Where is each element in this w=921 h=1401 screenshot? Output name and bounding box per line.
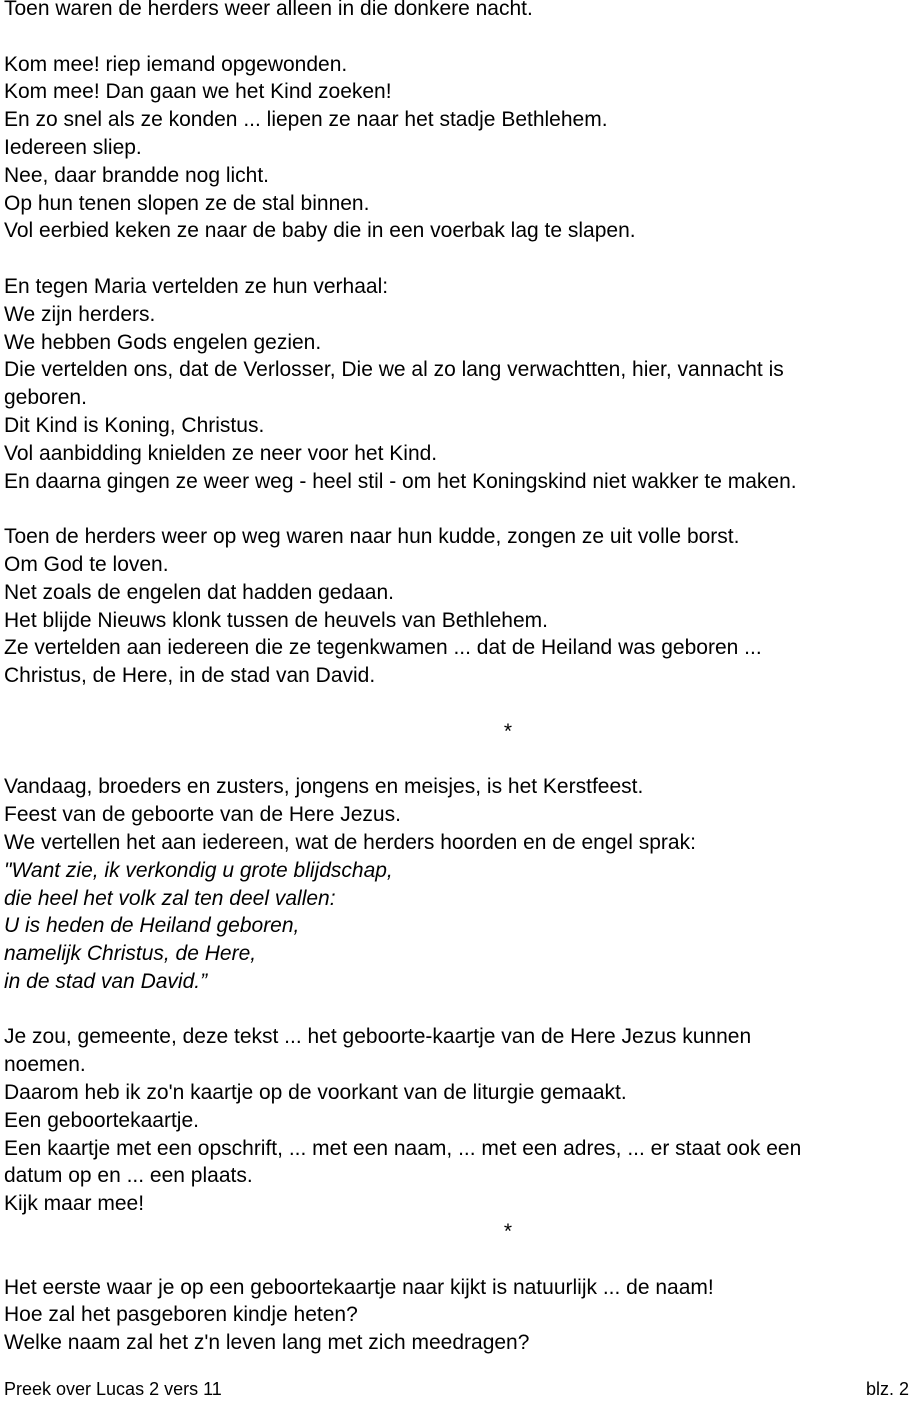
section-separator: *: [503, 719, 513, 743]
bible-quote-line: in de stad van David.”: [4, 969, 208, 993]
paragraph-gap: [4, 690, 919, 718]
section-separator: *: [503, 1220, 513, 1244]
page-number: blz. 2: [865, 1379, 909, 1399]
text-line: Je zou, gemeente, deze tekst ... het geboorte-kaartje van de Here Jezus kunnen: [4, 1025, 752, 1049]
text-line: Ze vertelden aan iedereen die ze tegenkwamen ... dat de Heiland was geboren ...: [4, 636, 762, 660]
text-line: En tegen Maria vertelden ze hun verhaal:: [4, 274, 389, 298]
text-line: Een kaartje met een opschrift, ... met een naam, ... met een adres, ... er staat ook een: [4, 1136, 802, 1160]
bible-quote-line: namelijk Christus, de Here,: [4, 942, 257, 966]
sermon-text: [4, 0, 919, 1357]
text-line: Toen waren de herders weer alleen in die donkere nacht.: [4, 0, 533, 20]
text-line: En zo snel als ze konden ... liepen ze naar het stadje Bethlehem.: [4, 108, 608, 132]
text-line: datum op en ... een plaats.: [4, 1164, 253, 1188]
text-line: Nee, daar brandde nog licht.: [4, 163, 270, 187]
text-line: Vol eerbied keken ze naar de baby die in een voerbak lag te slapen.: [4, 219, 636, 243]
text-line: Dit Kind is Koning, Christus.: [4, 413, 265, 437]
bible-quote-line: "Want zie, ik verkondig u grote blijdschap,: [4, 858, 393, 882]
text-line: Hoe zal het pasgeboren kindje heten?: [4, 1303, 358, 1327]
text-line: Daarom heb ik zo'n kaartje op de voorkant van de liturgie gemaakt.: [4, 1081, 627, 1105]
text-line: Op hun tenen slopen ze de stal binnen.: [4, 191, 370, 215]
text-line: Welke naam zal het z'n leven lang met zich meedragen?: [4, 1331, 530, 1355]
text-line: Kom mee! riep iemand opgewonden.: [4, 52, 348, 76]
text-line: Christus, de Here, in de stad van David.: [4, 664, 376, 688]
page-footer: [4, 1377, 909, 1401]
bible-quote-line: U is heden de Heiland geboren,: [4, 914, 300, 938]
text-line: Net zoals de engelen dat hadden gedaan.: [4, 580, 394, 604]
text-line: We vertellen het aan iedereen, wat de herders hoorden en de engel sprak:: [4, 830, 696, 854]
paragraph-gap: [4, 996, 919, 1024]
text-line: geboren.: [4, 386, 87, 410]
text-line: Iedereen sliep.: [4, 135, 142, 159]
paragraph-gap: [4, 1246, 919, 1274]
text-line: Kom mee! Dan gaan we het Kind zoeken!: [4, 80, 392, 104]
bible-quote-line: die heel het volk zal ten deel vallen:: [4, 886, 336, 910]
paragraph-gap: [4, 245, 919, 273]
text-line: noemen.: [4, 1053, 86, 1077]
text-line: En daarna gingen ze weer weg - heel stil - om het Koningskind niet wakker te maken.: [4, 469, 797, 493]
text-line: We zijn herders.: [4, 302, 156, 326]
text-line: Vandaag, broeders en zusters, jongens en meisjes, is het Kerstfeest.: [4, 775, 644, 799]
text-line: Die vertelden ons, dat de Verlosser, Die we al zo lang verwachtten, hier, vannacht is: [4, 358, 784, 382]
paragraph-gap: [4, 746, 919, 774]
text-line: Feest van de geboorte van de Here Jezus.: [4, 803, 401, 827]
paragraph-gap: [4, 23, 919, 51]
footer-title: Preek over Lucas 2 vers 11: [4, 1379, 222, 1399]
text-line: Vol aanbidding knielden ze neer voor het Kind.: [4, 441, 438, 465]
text-line: Het blijde Nieuws klonk tussen de heuvels van Bethlehem.: [4, 608, 548, 632]
text-line: Om God te loven.: [4, 552, 169, 576]
paragraph-gap: [4, 495, 919, 523]
text-line: We hebben Gods engelen gezien.: [4, 330, 322, 354]
text-line: Toen de herders weer op weg waren naar hun kudde, zongen ze uit volle borst.: [4, 525, 740, 549]
text-line: Een geboortekaartje.: [4, 1108, 199, 1132]
text-line: Kijk maar mee!: [4, 1192, 145, 1216]
text-line: Het eerste waar je op een geboortekaartje naar kijkt is natuurlijk ... de naam!: [4, 1275, 714, 1299]
